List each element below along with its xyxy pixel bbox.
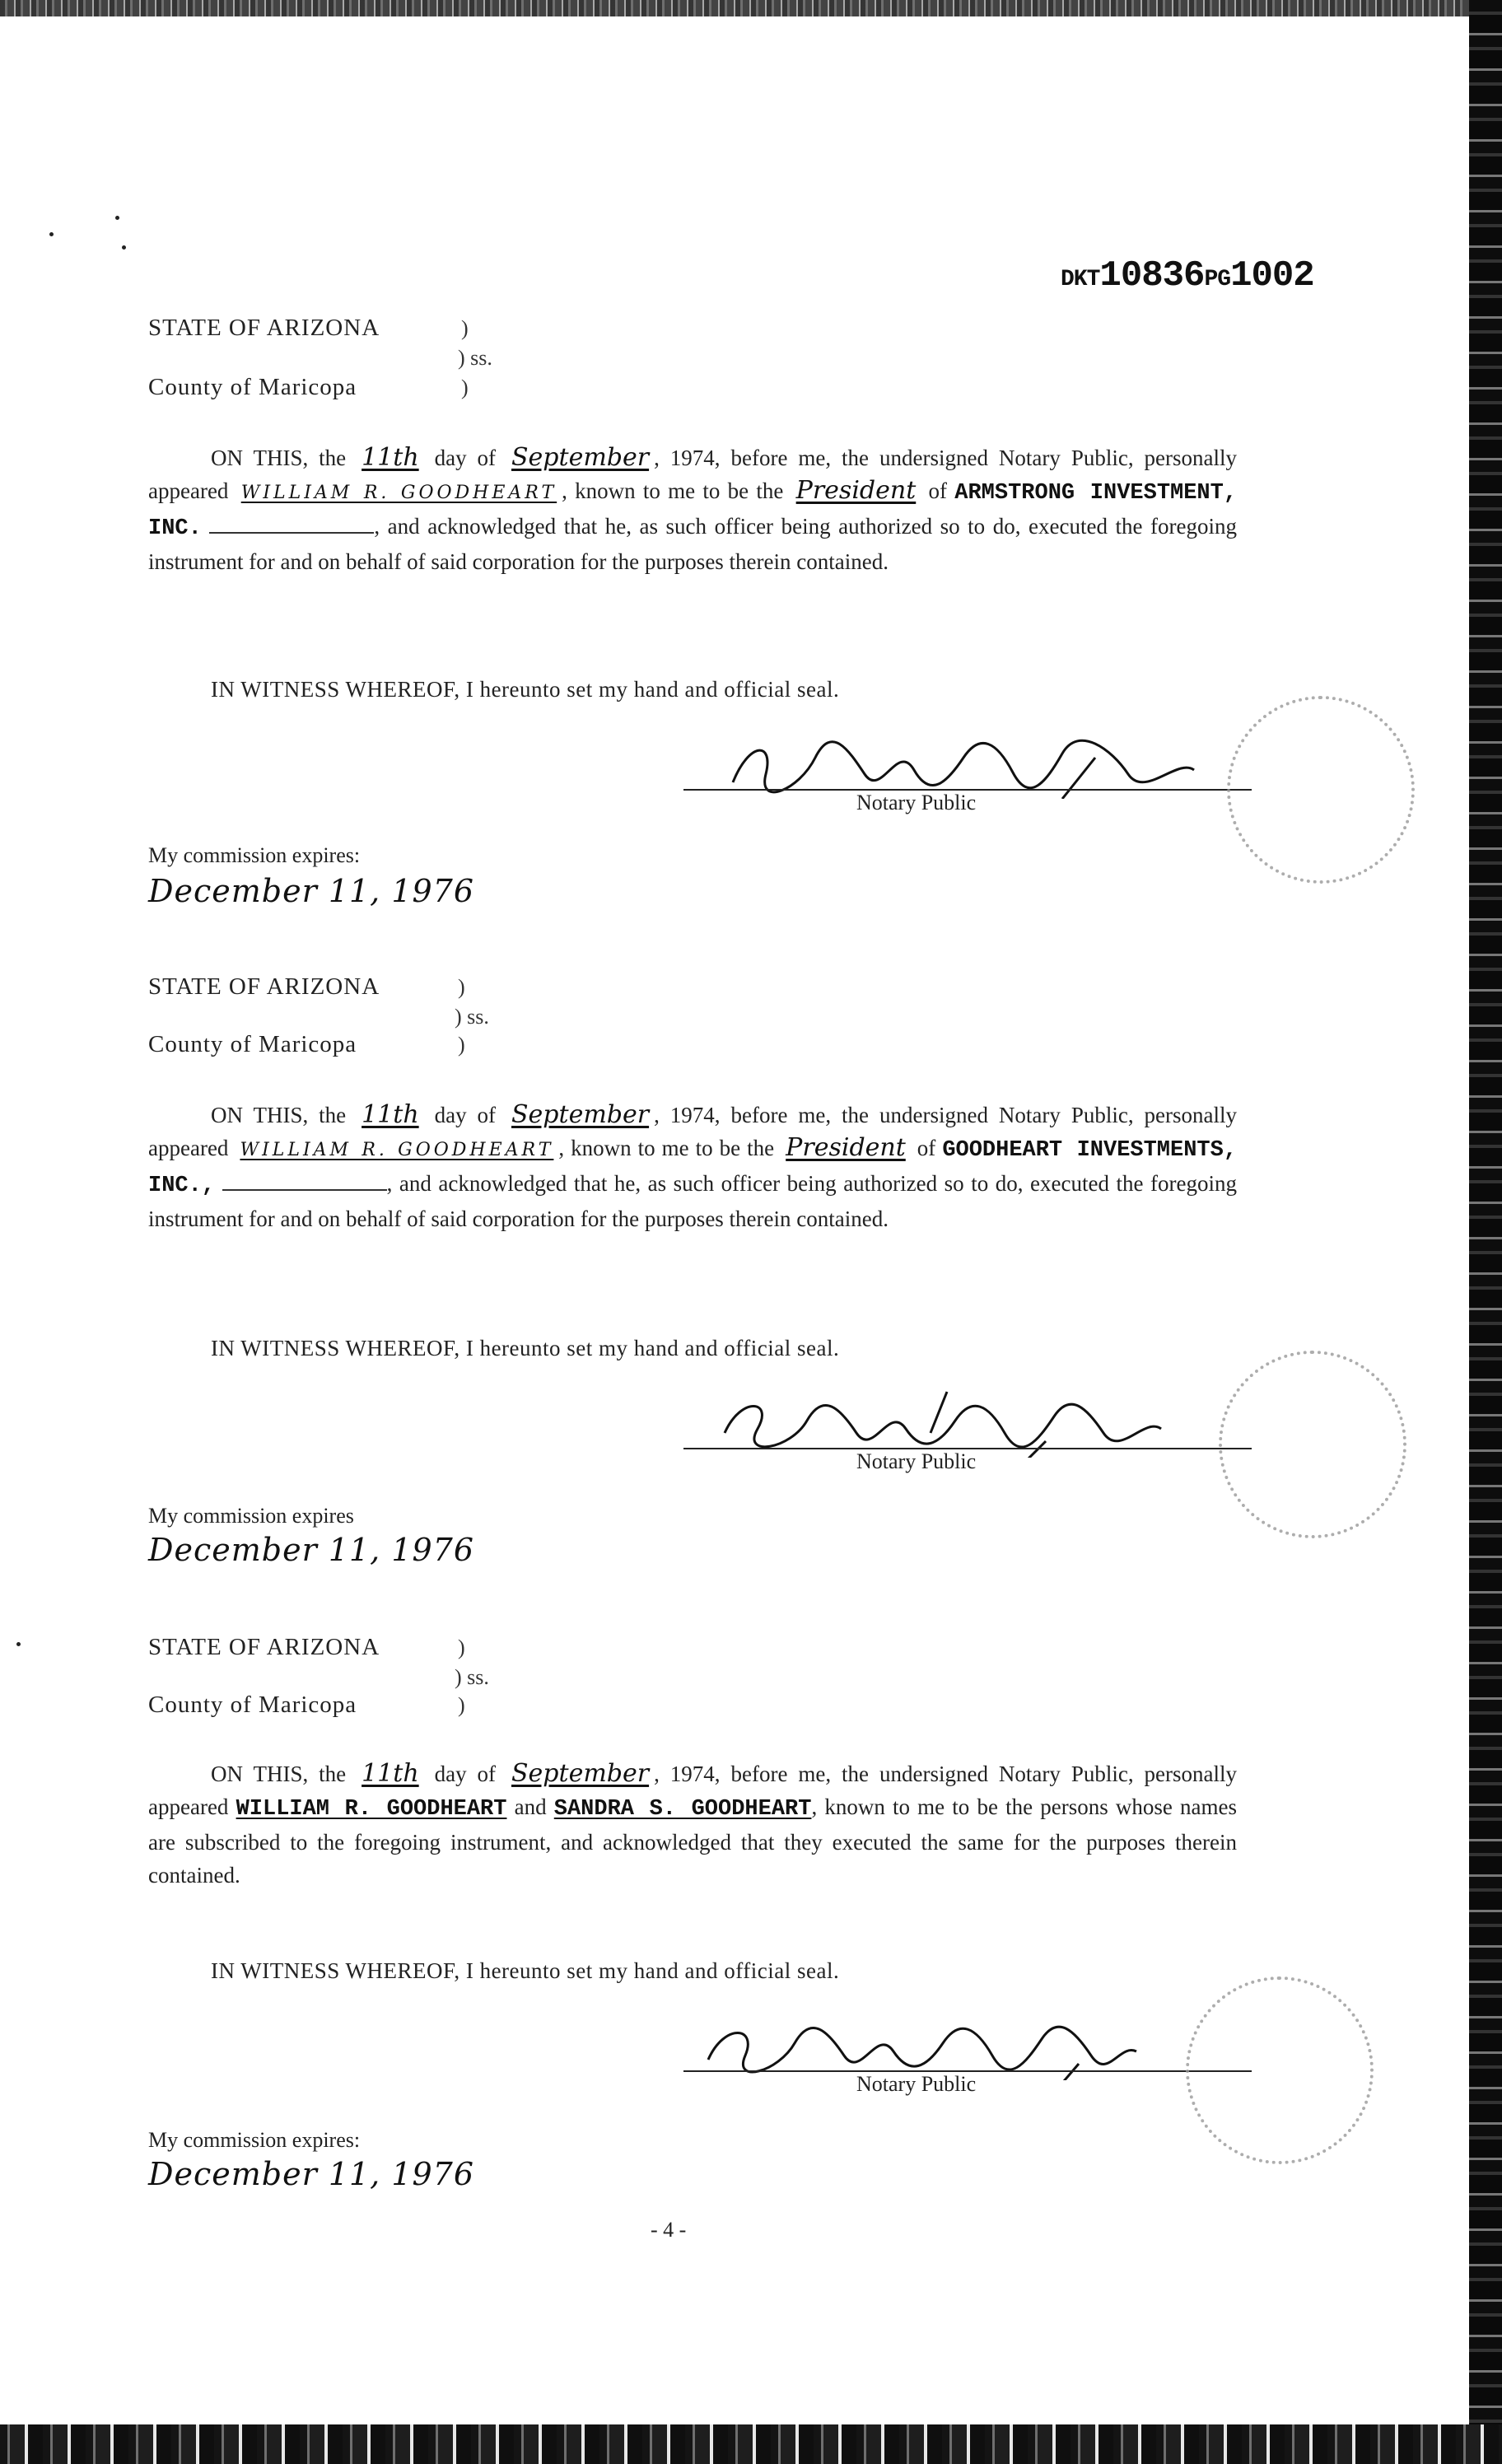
on-this-text: ON THIS, the [211, 1762, 347, 1786]
document-number-value: 10836 [1099, 255, 1205, 296]
document-number [1061, 255, 1314, 296]
venue-state: STATE OF ARIZONA [148, 1634, 380, 1660]
month-handwritten: September [511, 1759, 650, 1788]
venue-county: County of Maricopa [148, 374, 357, 400]
scan-edge-bottom [0, 2424, 1502, 2464]
venue-bracket: ) [458, 1693, 465, 1717]
venue-county: County of Maricopa [148, 1031, 357, 1057]
scan-edge-top [0, 0, 1502, 16]
acknowledgment-rest: , and acknowledged that he, as such officer being authorized so to do, executed the foregoing instrument for and on behalf of said corporation for the purposes therein contained. [148, 514, 1238, 574]
notary-public-label: Notary Public [856, 791, 977, 814]
notary-seal-impression [1186, 1976, 1374, 2164]
month-handwritten: September [511, 443, 650, 472]
acknowledgment-text [148, 441, 1237, 578]
document-number-prefix: DKT [1061, 267, 1100, 292]
venue-state: STATE OF ARIZONA [148, 315, 380, 341]
commission-label: My commission expires: [148, 2128, 361, 2152]
appeared-name-handwritten: WILLIAM R. GOODHEART [240, 1140, 554, 1160]
notary-signature-block [683, 725, 1276, 815]
page-number: - 4 - [651, 2218, 687, 2242]
on-this-text: ON THIS, the [211, 446, 347, 470]
venue-bracket: ) [461, 316, 469, 340]
notary-public-label: Notary Public [856, 2072, 977, 2096]
month-handwritten: September [511, 1100, 650, 1129]
day-handwritten: 11th [362, 443, 419, 472]
witness-clause: IN WITNESS WHEREOF, I hereunto set my hand and official seal. [211, 1336, 840, 1360]
venue-ss: ) ss. [455, 1665, 489, 1689]
scan-edge-right [1469, 0, 1502, 2464]
venue-bracket: ) [458, 975, 465, 999]
scan-speck [16, 1642, 21, 1646]
company-name: ARMSTRONG INVESTMENT, INC. [148, 481, 1238, 541]
acknowledgment-rest: , and acknowledged that he, as such officer being authorized so to do, executed the foregoing instrument for and on behalf of said corporation for the purposes therein contained. [148, 1171, 1237, 1231]
acknowledgment-text [148, 1099, 1237, 1235]
venue-ss: ) ss. [455, 1005, 489, 1029]
appeared-name-handwritten: WILLIAM R. GOODHEART [240, 483, 557, 503]
commission-label: My commission expires [148, 1504, 354, 1528]
day-of-text: day of [434, 446, 497, 470]
on-this-text: ON THIS, the [211, 1103, 347, 1127]
venue-ss: ) ss. [458, 346, 492, 370]
title-handwritten: President [795, 476, 917, 505]
year-text: , 1974, before me, the undersigned Notary Public, personally appeared [148, 446, 1238, 503]
venue-county: County of Maricopa [148, 1692, 357, 1718]
day-handwritten: 11th [362, 1759, 419, 1788]
witness-clause: IN WITNESS WHEREOF, I hereunto set my hand and official seal. [211, 1958, 840, 1983]
and-text: and [514, 1794, 547, 1819]
notary-seal-impression [1219, 1351, 1406, 1538]
witness-clause: IN WITNESS WHEREOF, I hereunto set my hand and official seal. [211, 677, 840, 702]
title-handwritten: President [786, 1133, 906, 1162]
blank-line [222, 1169, 387, 1191]
notary-signature [700, 2006, 1243, 2080]
venue-state: STATE OF ARIZONA [148, 973, 380, 1000]
notary-public-label: Notary Public [856, 1449, 977, 1473]
company-name: GOODHEART INVESTMENTS, INC., [148, 1138, 1238, 1198]
known-text: , known to me to be the [558, 1136, 775, 1160]
notary-seal-impression [1227, 696, 1415, 884]
day-of-text: day of [434, 1762, 497, 1786]
venue-bracket: ) [458, 1636, 465, 1659]
document-page-value: 1002 [1230, 255, 1314, 296]
day-handwritten: 11th [362, 1100, 419, 1129]
day-of-text: day of [434, 1103, 497, 1127]
scan-speck [49, 232, 54, 236]
venue-bracket: ) [458, 1033, 465, 1057]
scan-speck [115, 216, 119, 220]
venue-bracket: ) [461, 376, 469, 399]
scan-speck [122, 245, 126, 250]
notary-signature [700, 1384, 1243, 1458]
year-text: , 1974, before me, the undersigned Notary Public, personally appeared [148, 1103, 1238, 1160]
commission-label: My commission expires: [148, 843, 361, 867]
blank-line [209, 512, 374, 534]
of-text: of [917, 1136, 936, 1160]
appeared-name-2-typed: SANDRA S. GOODHEART [553, 1797, 812, 1822]
known-text: , known to me to be the [562, 478, 784, 503]
of-text: of [928, 478, 948, 503]
document-page-prefix: PG [1204, 267, 1231, 292]
commission-date-handwritten: December 11, 1976 [148, 1532, 475, 1568]
appeared-name-typed: WILLIAM R. GOODHEART [236, 1797, 507, 1822]
acknowledgment-rest: , known to me to be the persons whose names are subscribed to the foregoing instrument, and acknowledged that they executed the same for the purposes therein contained. [148, 1794, 1237, 1888]
notary-signature-block [683, 1384, 1276, 1474]
notary-signature [700, 725, 1243, 799]
commission-date-handwritten: December 11, 1976 [148, 2156, 475, 2192]
acknowledgment-text [148, 1757, 1237, 1892]
year-text: , 1974, before me, the undersigned Notary Public, personally appeared [148, 1762, 1238, 1819]
commission-date-handwritten: December 11, 1976 [148, 873, 475, 909]
